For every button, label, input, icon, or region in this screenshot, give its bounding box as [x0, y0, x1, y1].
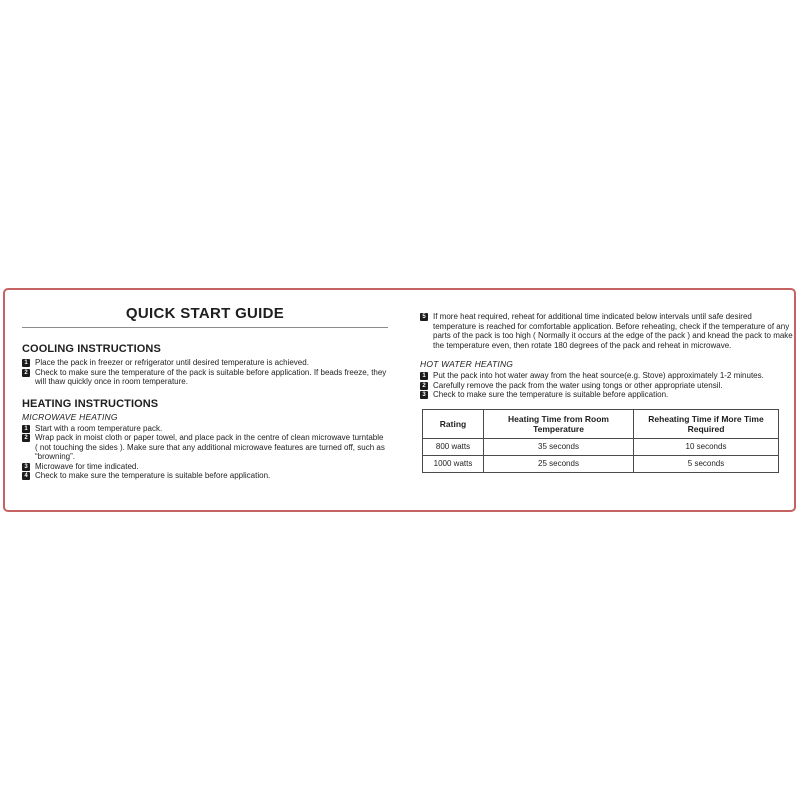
- item-text: Check to make sure the temperature is suitable before application.: [35, 471, 271, 480]
- table-cell-heating-time: 35 seconds: [484, 438, 634, 455]
- left-column: [22, 306, 388, 481]
- list-item: [420, 381, 794, 391]
- item-number-badge: 1: [22, 359, 30, 367]
- list-item: [22, 358, 388, 368]
- heating-instructions-heading: HEATING INSTRUCTIONS: [22, 397, 159, 410]
- table-cell-rating: 1000 watts: [423, 455, 484, 472]
- table-cell-reheating-time: 10 seconds: [634, 438, 779, 455]
- item-number-badge: 2: [22, 369, 30, 377]
- table-cell-reheating-time: 5 seconds: [634, 455, 779, 472]
- cooling-instructions-list: [22, 358, 388, 387]
- microwave-heating-list-continued: [420, 312, 794, 350]
- item-number-badge: 3: [420, 391, 428, 399]
- guide-card: [3, 288, 796, 512]
- list-item: [22, 433, 388, 462]
- list-item: [420, 371, 794, 381]
- table-row: [423, 438, 779, 455]
- hot-water-heating-list: [420, 371, 794, 400]
- item-text: Place the pack in freezer or refrigerator until desired temperature is achieved.: [35, 358, 309, 367]
- page-title: QUICK START GUIDE: [125, 305, 285, 322]
- item-text: Check to make sure the temperature is suitable before application.: [433, 390, 669, 399]
- title-divider: [22, 327, 388, 328]
- item-number-badge: 2: [420, 382, 428, 390]
- item-text: Wrap pack in moist cloth or paper towel, and place pack in the centre of clean microwave turntable ( not touching the sides ). Make sure that any additional microwave features are turned off, such as “browning”.: [35, 433, 385, 461]
- hot-water-heating-subheading: HOT WATER HEATING: [420, 359, 514, 369]
- cooling-instructions-heading: COOLING INSTRUCTIONS: [22, 343, 161, 355]
- item-text: Microwave for time indicated.: [35, 461, 139, 471]
- item-text: If more heat required, reheat for additional time indicated below intervals until safe desired temperature is reached for comfortable application. Before reheating, check if the temperature of any parts of the pack is too high ( Normally it occurs at the edge of the pack ) and knead the pack to make the temperature even, then rotate 180 degrees of the pack and reheat in microwave.: [433, 312, 793, 350]
- item-text: Put the pack into hot water away from the heat source(e.g. Stove) approximately 1-2 minutes.: [433, 371, 764, 380]
- table-row: [423, 455, 779, 472]
- list-item: [22, 471, 388, 481]
- list-item: [420, 390, 794, 400]
- table-header-row: [423, 409, 779, 438]
- item-text: Start with a room temperature pack.: [35, 423, 163, 433]
- list-item: [22, 424, 388, 434]
- table-header-rating: Rating: [423, 409, 484, 438]
- table-header-reheating-time: Reheating Time if More Time Required: [634, 409, 779, 438]
- table-header-heating-time: Heating Time from Room Temperature: [484, 409, 634, 438]
- item-number-badge: 2: [22, 434, 30, 442]
- item-text: Check to make sure the temperature of the pack is suitable before application. If beads freeze, they will thaw quickly once in room temperature.: [35, 367, 387, 386]
- item-number-badge: 1: [420, 372, 428, 380]
- heating-times-table: [422, 409, 779, 473]
- item-number-badge: 1: [22, 425, 30, 433]
- microwave-heating-subheading: MICROWAVE HEATING: [22, 411, 118, 422]
- list-item: [22, 368, 388, 387]
- item-text: Carefully remove the pack from the water using tongs or other appropriate utensil.: [433, 380, 723, 390]
- microwave-heating-list: [22, 424, 388, 481]
- table-cell-rating: 800 watts: [423, 438, 484, 455]
- list-item: [22, 462, 388, 472]
- item-number-badge: 5: [420, 313, 428, 321]
- right-column: [420, 312, 794, 473]
- item-number-badge: 3: [22, 463, 30, 471]
- item-number-badge: 4: [22, 472, 30, 480]
- list-item: [420, 312, 794, 350]
- table-cell-heating-time: 25 seconds: [484, 455, 634, 472]
